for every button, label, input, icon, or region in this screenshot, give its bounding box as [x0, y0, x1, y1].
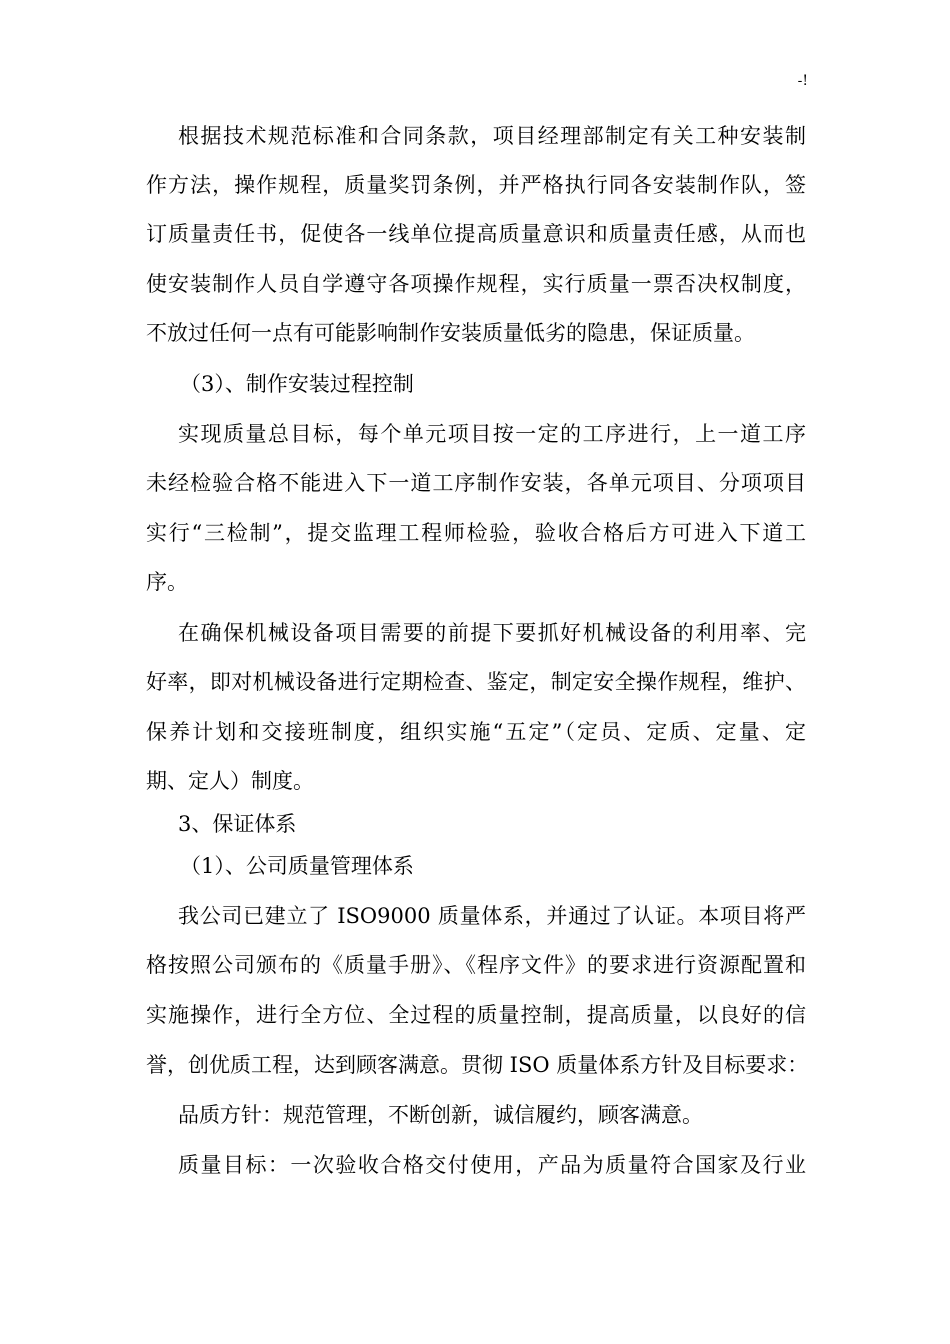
paragraph1-line-5: 不放过任何一点有可能影响制作安装质量低劣的隐患，保证质量。: [146, 321, 755, 345]
paragraph2-line-2: 未经检验合格不能进入下一道工序制作安装，各单元项目、分项项目: [146, 471, 806, 495]
quality-objective: 质量目标：一次验收合格交付使用，产品为质量符合国家及行业: [178, 1153, 806, 1177]
paragraph2-line-1: 实现质量总目标，每个单元项目按一定的工序进行，上一道工序: [178, 422, 806, 446]
paragraph3-line-4: 期、定人）制度。: [146, 769, 314, 793]
paragraph1-line-2: 作方法，操作规程，质量奖罚条例，并严格执行同各安装制作队，签: [146, 173, 806, 197]
paragraph2-line-4: 序。: [146, 570, 188, 594]
section-heading-guarantee-system: 3、保证体系: [178, 812, 297, 836]
quality-policy: 品质方针：规范管理，不断创新，诚信履约，顾客满意。: [178, 1103, 703, 1127]
paragraph3-line-3: 保养计划和交接班制度，组织实施“五定”（定员、定质、定量、定: [146, 720, 806, 744]
section-heading-company-system: （1）、公司质量管理体系: [180, 854, 414, 878]
paragraph1-line-1: 根据技术规范标准和合同条款，项目经理部制定有关工种安装制: [178, 124, 806, 148]
paragraph4-line-3: 实施操作，进行全方位、全过程的质量控制，提高质量，以良好的信: [146, 1003, 806, 1027]
paragraph4-line-4: 誉，创优质工程，达到顾客满意。贯彻 ISO 质量体系方针及目标要求：: [146, 1053, 809, 1077]
paragraph3-line-2: 好率，即对机械设备进行定期检查、鉴定，制定安全操作规程，维护、: [146, 670, 806, 694]
paragraph4-line-2: 格按照公司颁布的《质量手册》、《程序文件》的要求进行资源配置和: [146, 953, 806, 977]
paragraph1-line-4: 使安装制作人员自学遵守各项操作规程，实行质量一票否决权制度，: [146, 272, 806, 296]
paragraph1-line-3: 订质量责任书，促使各一线单位提高质量意识和质量责任感，从而也: [146, 222, 806, 246]
section-heading-process-control: （3）、制作安装过程控制: [180, 372, 414, 396]
paragraph2-line-3: 实行“三检制”，提交监理工程师检验，验收合格后方可进入下道工: [146, 521, 806, 545]
page-mark: -!: [797, 73, 808, 89]
paragraph4-line-1: 我公司已建立了 ISO9000 质量体系，并通过了认证。本项目将严: [178, 904, 806, 928]
paragraph3-line-1: 在确保机械设备项目需要的前提下要抓好机械设备的利用率、完: [178, 621, 806, 645]
